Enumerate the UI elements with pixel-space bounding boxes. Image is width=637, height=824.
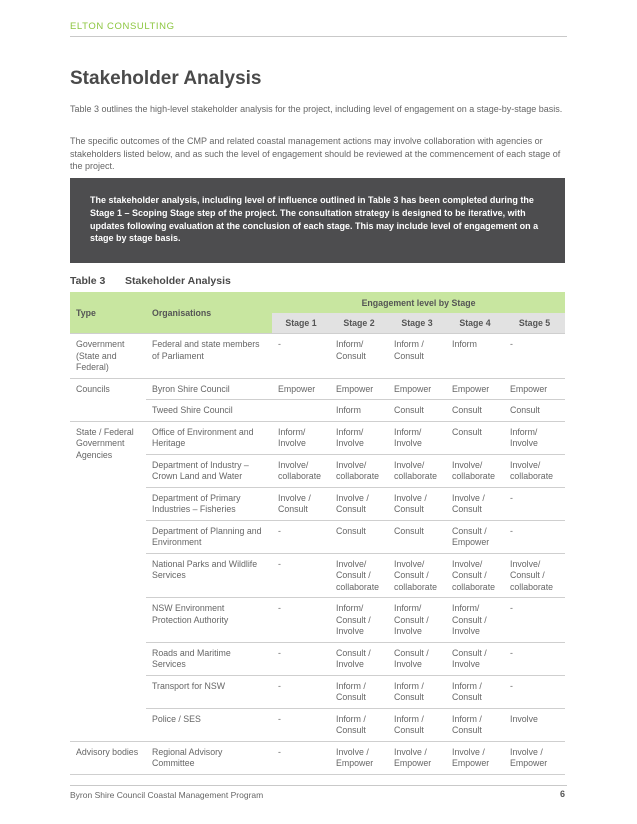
stage-cell: Inform / Consult [446, 708, 504, 741]
stage-cell: Involve [504, 708, 565, 741]
header-stage-2: Stage 2 [330, 313, 388, 334]
stage-cell: Inform/ Involve [388, 421, 446, 454]
organisation-cell: National Parks and Wildlife Services [146, 553, 272, 598]
organisation-cell: Department of Planning and Environment [146, 520, 272, 553]
type-cell: Councils [70, 378, 146, 421]
stage-cell: Inform/ Consult / Involve [446, 598, 504, 643]
stage-cell: Consult [330, 520, 388, 553]
type-cell: Advisory bodies [70, 741, 146, 774]
stage-cell: - [272, 675, 330, 708]
stage-cell: Inform/ Consult / Involve [388, 598, 446, 643]
header-organisations: Organisations [146, 292, 272, 334]
stage-cell: Involve/ collaborate [388, 454, 446, 487]
header-type: Type [70, 292, 146, 334]
stage-cell: Inform [446, 334, 504, 379]
type-cell: Government (State and Federal) [70, 334, 146, 379]
organisation-cell: Police / SES [146, 708, 272, 741]
organisation-cell: Department of Primary Industries – Fisheries [146, 487, 272, 520]
stage-cell: Consult / Involve [330, 642, 388, 675]
stage-cell: Involve/ Consult / collaborate [330, 553, 388, 598]
stage-cell: Empower [330, 378, 388, 400]
organisation-cell: NSW Environment Protection Authority [146, 598, 272, 643]
stage-cell: Involve / Consult [388, 487, 446, 520]
stage-cell: Involve / Empower [446, 741, 504, 774]
stage-cell: Involve/ collaborate [330, 454, 388, 487]
stage-cell: - [272, 741, 330, 774]
table-row [70, 334, 565, 379]
stage-cell: Empower [446, 378, 504, 400]
stage-cell: Consult [446, 421, 504, 454]
stage-cell: Involve/ collaborate [272, 454, 330, 487]
table-row [70, 378, 565, 400]
stage-cell: Consult [504, 400, 565, 422]
intro-paragraph: Table 3 outlines the high-level stakeholder analysis for the project, including level of engagement on a stage-by-stage basis. [70, 104, 563, 114]
stage-cell: - [272, 598, 330, 643]
organisation-cell: Office of Environment and Heritage [146, 421, 272, 454]
stage-cell: Consult [446, 400, 504, 422]
stage-cell: Inform / Consult [446, 675, 504, 708]
organisation-cell: Department of Industry – Crown Land and Water [146, 454, 272, 487]
header-engagement: Engagement level by Stage [272, 292, 565, 313]
organisation-cell: Byron Shire Council [146, 378, 272, 400]
stage-cell: Inform/ Involve [272, 421, 330, 454]
stage-cell: - [504, 598, 565, 643]
table-header-row [70, 292, 565, 313]
stage-cell: Involve/ Consult / collaborate [446, 553, 504, 598]
table-caption-number: Table 3 [70, 275, 106, 287]
header-stage-1: Stage 1 [272, 313, 330, 334]
header-brand: ELTON CONSULTING [70, 21, 175, 32]
stage-cell: - [504, 334, 565, 379]
stage-cell: Inform [330, 400, 388, 422]
table-caption-title: Stakeholder Analysis [125, 275, 231, 287]
stage-cell: - [504, 520, 565, 553]
table-caption [70, 275, 231, 287]
header-stage-4: Stage 4 [446, 313, 504, 334]
table-row [70, 421, 565, 454]
stage-cell: Inform / Consult [330, 708, 388, 741]
stage-cell: Consult / Empower [446, 520, 504, 553]
organisation-cell: Roads and Maritime Services [146, 642, 272, 675]
stage-cell: - [504, 675, 565, 708]
stage-cell: Involve / Consult [330, 487, 388, 520]
stage-cell: Inform/ Involve [330, 421, 388, 454]
stage-cell: - [272, 553, 330, 598]
stage-cell: - [504, 487, 565, 520]
stage-cell: Consult [388, 520, 446, 553]
stage-cell: Involve / Empower [330, 741, 388, 774]
stage-cell: Consult [388, 400, 446, 422]
stage-cell: Involve/ Consult / collaborate [504, 553, 565, 598]
page-title: Stakeholder Analysis [70, 68, 262, 89]
stage-cell: Involve / Empower [504, 741, 565, 774]
stage-cell: Inform/ Involve [504, 421, 565, 454]
stage-cell: - [272, 708, 330, 741]
stage-cell: Empower [272, 378, 330, 400]
stage-cell: Inform / Consult [388, 675, 446, 708]
stage-cell: Involve / Empower [388, 741, 446, 774]
stage-cell: Inform / Consult [388, 334, 446, 379]
stage-cell: Empower [388, 378, 446, 400]
page-number: 6 [559, 789, 565, 799]
stage-cell: Inform/ Consult / Involve [330, 598, 388, 643]
stage-cell: Involve/ collaborate [504, 454, 565, 487]
stage-cell: - [272, 642, 330, 675]
stage-cell: Consult / Involve [388, 642, 446, 675]
stage-cell: Involve / Consult [272, 487, 330, 520]
organisation-cell: Federal and state members of Parliament [146, 334, 272, 379]
stage-cell: Involve/ collaborate [446, 454, 504, 487]
stage-cell: - [272, 334, 330, 379]
stage-cell: Inform/ Consult [330, 334, 388, 379]
stage-cell: - [504, 642, 565, 675]
stage-cell: Involve/ Consult / collaborate [388, 553, 446, 598]
header-rule [70, 36, 567, 37]
stage-cell: Inform / Consult [330, 675, 388, 708]
table-row [70, 741, 565, 774]
callout-text: The stakeholder analysis, including level of influence outlined in Table 3 has been completed during the Stage 1 – Scoping Stage step of the project. The consultation strategy is designed to be iterative, with updates following evaluation at the conclusion of each stage. This may include level of engagement on a stage by stage basis. [90, 195, 539, 244]
stakeholder-table [70, 292, 565, 775]
header-stage-3: Stage 3 [388, 313, 446, 334]
stage-cell: Inform / Consult [388, 708, 446, 741]
type-cell: State / Federal Government Agencies [70, 421, 146, 741]
footer-rule [70, 785, 567, 786]
stage-cell [272, 400, 330, 422]
stage-cell: Involve / Consult [446, 487, 504, 520]
outcomes-paragraph: The specific outcomes of the CMP and related coastal management actions may involve collaboration with agencies or stakeholders listed below, and as such the level of engagement should be reviewed at the commencement of each stage of the project. [70, 136, 561, 171]
header-stage-5: Stage 5 [504, 313, 565, 334]
stage-cell: Empower [504, 378, 565, 400]
stage-cell: - [272, 520, 330, 553]
organisation-cell: Transport for NSW [146, 675, 272, 708]
organisation-cell: Regional Advisory Committee [146, 741, 272, 774]
organisation-cell: Tweed Shire Council [146, 400, 272, 422]
footer-text: Byron Shire Council Coastal Management Program [70, 790, 264, 800]
callout-box [70, 178, 565, 263]
stage-cell: Consult / Involve [446, 642, 504, 675]
